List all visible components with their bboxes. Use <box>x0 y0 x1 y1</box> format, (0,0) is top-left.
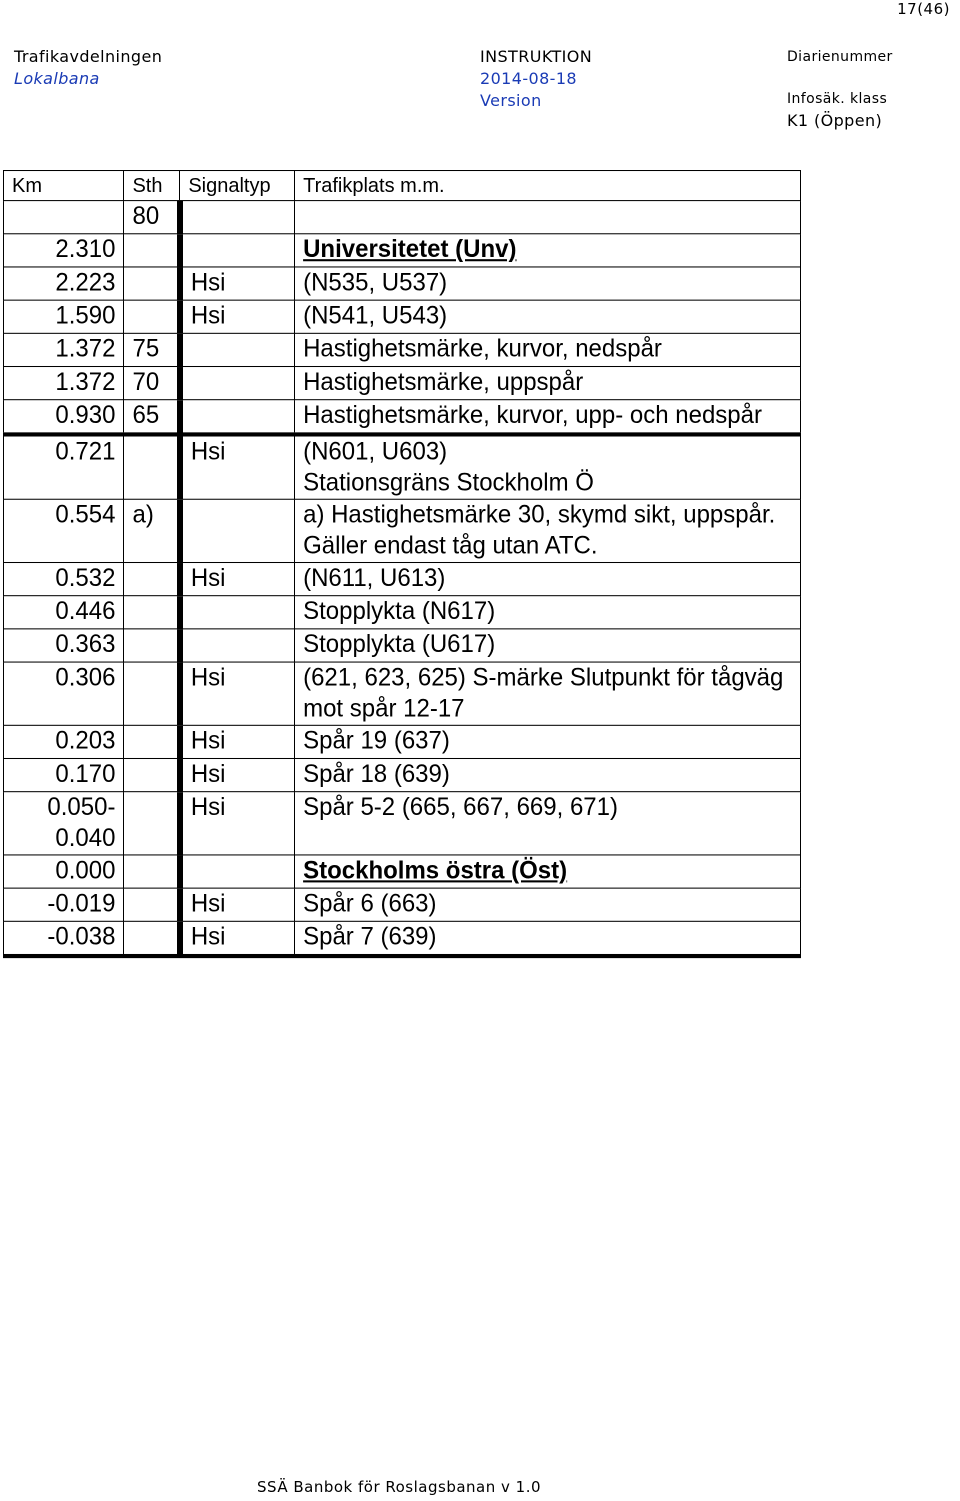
km-cell <box>4 758 124 791</box>
km-value: 0.446 <box>55 597 116 626</box>
signal-type-cell <box>180 367 295 400</box>
sth-cell <box>124 300 180 333</box>
signal-type-cell: Hsi <box>180 792 295 855</box>
sth-cell <box>124 758 180 791</box>
km-value: -0.038 <box>47 922 116 951</box>
place-cell <box>295 758 801 791</box>
sth-cell: 65 <box>124 400 180 435</box>
table-row <box>4 400 801 435</box>
footer: SSÄ Banbok för Roslagsbanan v 1.0 <box>257 1478 542 1496</box>
sth-cell <box>124 725 180 758</box>
signal-type-cell <box>180 499 295 562</box>
sth-cell: a) <box>124 499 180 562</box>
km-value: 1.590 <box>55 301 116 330</box>
km-cell <box>4 434 124 499</box>
table-row <box>4 596 801 629</box>
place-cell <box>295 596 801 629</box>
km-cell <box>4 888 124 921</box>
signal-type-cell: Hsi <box>180 921 295 956</box>
header-right <box>787 46 893 132</box>
table-row <box>4 499 801 562</box>
km-cell <box>4 792 124 855</box>
table-row <box>4 855 801 888</box>
table-header-row <box>4 171 801 201</box>
table-row <box>4 267 801 300</box>
table-row <box>4 629 801 662</box>
sth-cell <box>124 596 180 629</box>
speed-value: 80 <box>124 201 180 234</box>
km-cell <box>4 400 124 435</box>
km-value: 0.363 <box>55 630 116 659</box>
km-cell <box>4 921 124 956</box>
km-value: -0.019 <box>47 889 116 918</box>
km-value: 0.000 <box>55 856 116 885</box>
page-number: 17(46) <box>897 0 950 18</box>
signal-type-cell: Hsi <box>180 300 295 333</box>
place-text: Stationsgräns Stockholm Ö <box>303 468 594 497</box>
place-text: Hastighetsmärke, kurvor, upp- och nedspår <box>303 401 762 430</box>
km-value: 1.372 <box>55 334 116 363</box>
place-cell <box>295 367 801 400</box>
sth-cell <box>124 662 180 725</box>
place-cell <box>295 629 801 662</box>
place-text: Stopplykta (N617) <box>303 597 496 626</box>
table-row <box>4 234 801 267</box>
km-cell <box>4 563 124 596</box>
sth-cell <box>124 888 180 921</box>
place-text: Hastighetsmärke, uppspår <box>303 368 584 397</box>
place-cell <box>295 855 801 888</box>
km-value: 0.170 <box>55 760 116 789</box>
signal-type-cell <box>180 855 295 888</box>
place-cell <box>295 434 801 499</box>
place-cell <box>295 267 801 300</box>
table-row <box>4 333 801 366</box>
header-km: Km <box>4 171 124 201</box>
place-text: (N601, U603) <box>303 437 448 466</box>
header-signal-type: Signaltyp <box>180 171 295 201</box>
table-row <box>4 300 801 333</box>
signal-table <box>3 170 801 958</box>
place-cell <box>295 333 801 366</box>
header-middle <box>480 46 592 112</box>
header-left <box>14 46 162 90</box>
place-cell <box>295 499 801 562</box>
sth-cell <box>124 563 180 596</box>
place-text: Gäller endast tåg utan ATC. <box>303 531 598 560</box>
place-text: Hastighetsmärke, kurvor, nedspår <box>303 334 662 363</box>
signal-type-cell: Hsi <box>180 434 295 499</box>
table-row <box>4 563 801 596</box>
table-row <box>4 758 801 791</box>
km-value: 2.223 <box>55 268 116 297</box>
table-row <box>4 434 801 499</box>
sth-cell <box>124 792 180 855</box>
signal-type-cell: Hsi <box>180 662 295 725</box>
place-text: Spår 19 (637) <box>303 726 450 755</box>
km-value: 0.554 <box>55 500 116 529</box>
table-row <box>4 888 801 921</box>
place-cell <box>295 300 801 333</box>
signal-type-cell: Hsi <box>180 267 295 300</box>
km-value: 0.532 <box>55 564 116 593</box>
place-cell <box>295 400 801 435</box>
km-cell <box>4 662 124 725</box>
table-row <box>4 921 801 956</box>
sth-cell <box>124 629 180 662</box>
reg-number-label: Diarienummer <box>787 49 893 65</box>
place-text: a) Hastighetsmärke 30, skymd sikt, uppspår. <box>303 500 776 529</box>
signal-type-cell <box>180 234 295 267</box>
km-value: 0.930 <box>55 401 116 430</box>
km-value: 2.310 <box>55 235 116 264</box>
place-text: Stopplykta (U617) <box>303 630 496 659</box>
km-cell <box>4 234 124 267</box>
doc-type: INSTRUKTION <box>480 47 593 66</box>
header-sth: Sth <box>124 171 180 201</box>
speed-row <box>4 201 801 234</box>
sth-cell: 75 <box>124 333 180 366</box>
sth-cell <box>124 855 180 888</box>
station-name: Universitetet (Unv) <box>303 235 517 264</box>
place-text: (621, 623, 625) S-märke Slutpunkt för tågväg <box>303 663 784 692</box>
place-cell <box>295 234 801 267</box>
sth-cell <box>124 267 180 300</box>
version-label: Version <box>480 91 542 110</box>
km-cell <box>4 725 124 758</box>
place-cell <box>295 888 801 921</box>
place-cell <box>295 725 801 758</box>
place-cell <box>295 921 801 956</box>
km-cell <box>4 333 124 366</box>
signal-type-cell <box>180 629 295 662</box>
km-cell <box>4 367 124 400</box>
place-cell <box>295 662 801 725</box>
place-text: mot spår 12-17 <box>303 694 465 723</box>
unit-name: Lokalbana <box>14 69 100 88</box>
doc-date: 2014-08-18 <box>480 69 577 88</box>
header-place: Trafikplats m.m. <box>295 171 801 201</box>
km-cell <box>4 499 124 562</box>
org-name: Trafikavdelningen <box>14 47 163 66</box>
signal-type-cell <box>180 596 295 629</box>
place-text: Spår 18 (639) <box>303 760 450 789</box>
place-cell <box>295 792 801 855</box>
km-value: 0.721 <box>55 437 116 466</box>
place-text: Spår 7 (639) <box>303 922 437 951</box>
km-cell <box>4 267 124 300</box>
signal-type-cell: Hsi <box>180 725 295 758</box>
signal-type-cell: Hsi <box>180 758 295 791</box>
table-row <box>4 792 801 855</box>
place-text: Spår 6 (663) <box>303 889 437 918</box>
km-value: 0.306 <box>55 663 116 692</box>
place-cell <box>295 563 801 596</box>
km-value: 0.203 <box>55 726 116 755</box>
place-text: (N611, U613) <box>303 564 446 593</box>
sth-cell <box>124 921 180 956</box>
classification-value: K1 (Öppen) <box>787 111 883 130</box>
sth-cell <box>124 434 180 499</box>
place-text: (N541, U543) <box>303 301 448 330</box>
km-value: 1.372 <box>55 368 116 397</box>
signal-type-cell <box>180 333 295 366</box>
sth-cell: 70 <box>124 367 180 400</box>
table-row <box>4 367 801 400</box>
place-text: Spår 5-2 (665, 667, 669, 671) <box>303 793 618 822</box>
classification-label: Infosäk. klass <box>787 91 888 107</box>
km-cell <box>4 629 124 662</box>
km-cell <box>4 596 124 629</box>
sth-cell <box>124 234 180 267</box>
km-value: 0.050- <box>47 793 116 822</box>
station-name: Stockholms östra (Öst) <box>303 856 568 885</box>
signal-type-cell: Hsi <box>180 563 295 596</box>
signal-type-cell <box>180 400 295 435</box>
km-cell <box>4 855 124 888</box>
signal-type-cell: Hsi <box>180 888 295 921</box>
table-row <box>4 725 801 758</box>
km-value-end: 0.040 <box>55 824 116 853</box>
place-text: (N535, U537) <box>303 268 448 297</box>
km-cell <box>4 300 124 333</box>
table-row <box>4 662 801 725</box>
